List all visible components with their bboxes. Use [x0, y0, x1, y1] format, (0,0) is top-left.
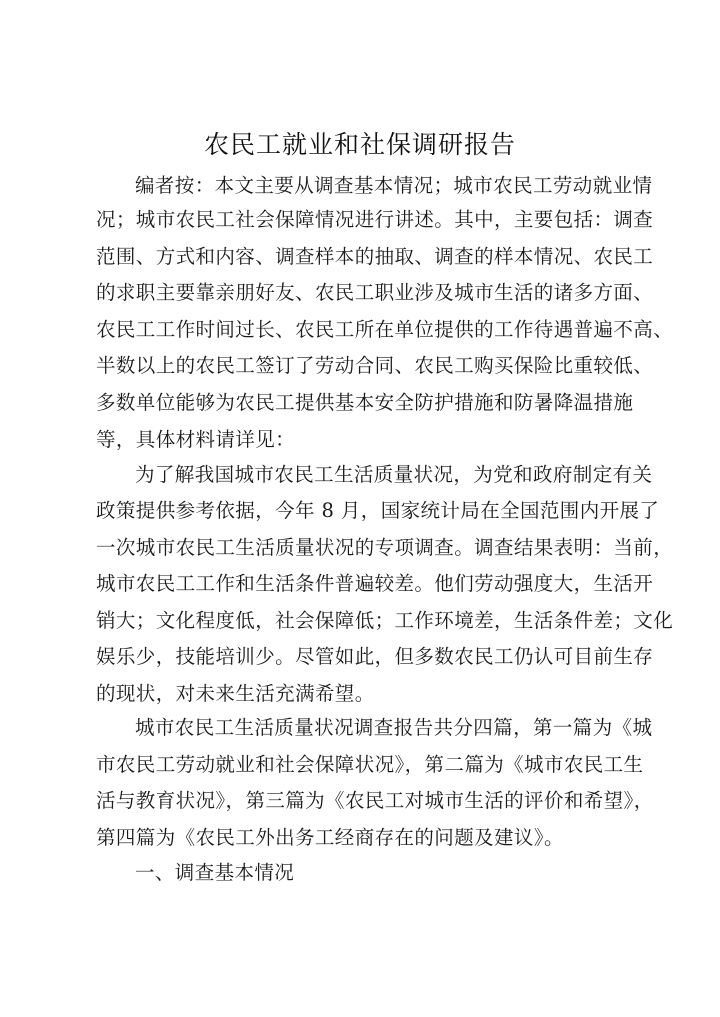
editor-note-line: 农民工工作时间过长、农民工所在单位提供的工作待遇普遍不高、 [96, 318, 674, 341]
paragraph-line: 活与教育状况》，第三篇为《农民工对城市生活的评价和希望》， [96, 789, 654, 812]
editor-note-line: 的求职主要靠亲朋好友、农民工职业涉及城市生活的诸多方面、 [96, 281, 654, 304]
paragraph-line: 政策提供参考依据，今年 8 月，国家统计局在全国范围内开展了 [96, 499, 660, 522]
paragraph-line: 一次城市农民工生活质量状况的专项调查。调查结果表明：当前， [96, 536, 674, 559]
editor-note-line: 编者按：本文主要从调查基本情况；城市农民工劳动就业情 [135, 174, 653, 197]
paragraph-line: 城市农民工生活质量状况调查报告共分四篇，第一篇为《城 [135, 716, 653, 739]
editor-note-line: 多数单位能够为农民工提供基本安全防护措施和防暑降温措施 [96, 391, 634, 414]
editor-note-line: 况；城市农民工社会保障情况进行讲述。其中，主要包括：调查 [96, 208, 654, 231]
paragraph-line: 为了解我国城市农民工生活质量状况，为党和政府制定有关 [135, 463, 653, 486]
editor-note-line: 半数以上的农民工签订了劳动合同、农民工购买保险比重较低、 [96, 354, 654, 377]
paragraph-line: 销大；文化程度低，社会保障低；工作环境差，生活条件差；文化 [96, 609, 674, 632]
paragraph-line: 第四篇为《农民工外出务工经商存在的问题及建议》。 [96, 826, 564, 849]
paragraph-line: 的现状，对未来生活充满希望。 [96, 682, 375, 705]
section-heading: 一、调查基本情况 [135, 861, 295, 884]
document-title: 农民工就业和社保调研报告 [203, 130, 516, 159]
editor-note-line: 等，具体材料请详见： [96, 428, 296, 451]
editor-note-line: 范围、方式和内容、调查样本的抽取、调查的样本情况、农民工 [96, 245, 654, 268]
paragraph-line: 城市农民工工作和生活条件普遍较差。他们劳动强度大，生活开 [96, 572, 654, 595]
paragraph-line: 市农民工劳动就业和社会保障状况》，第二篇为《城市农民工生 [96, 753, 644, 776]
paragraph-line: 娱乐少，技能培训少。尽管如此，但多数农民工仍认可目前生存 [96, 645, 654, 668]
